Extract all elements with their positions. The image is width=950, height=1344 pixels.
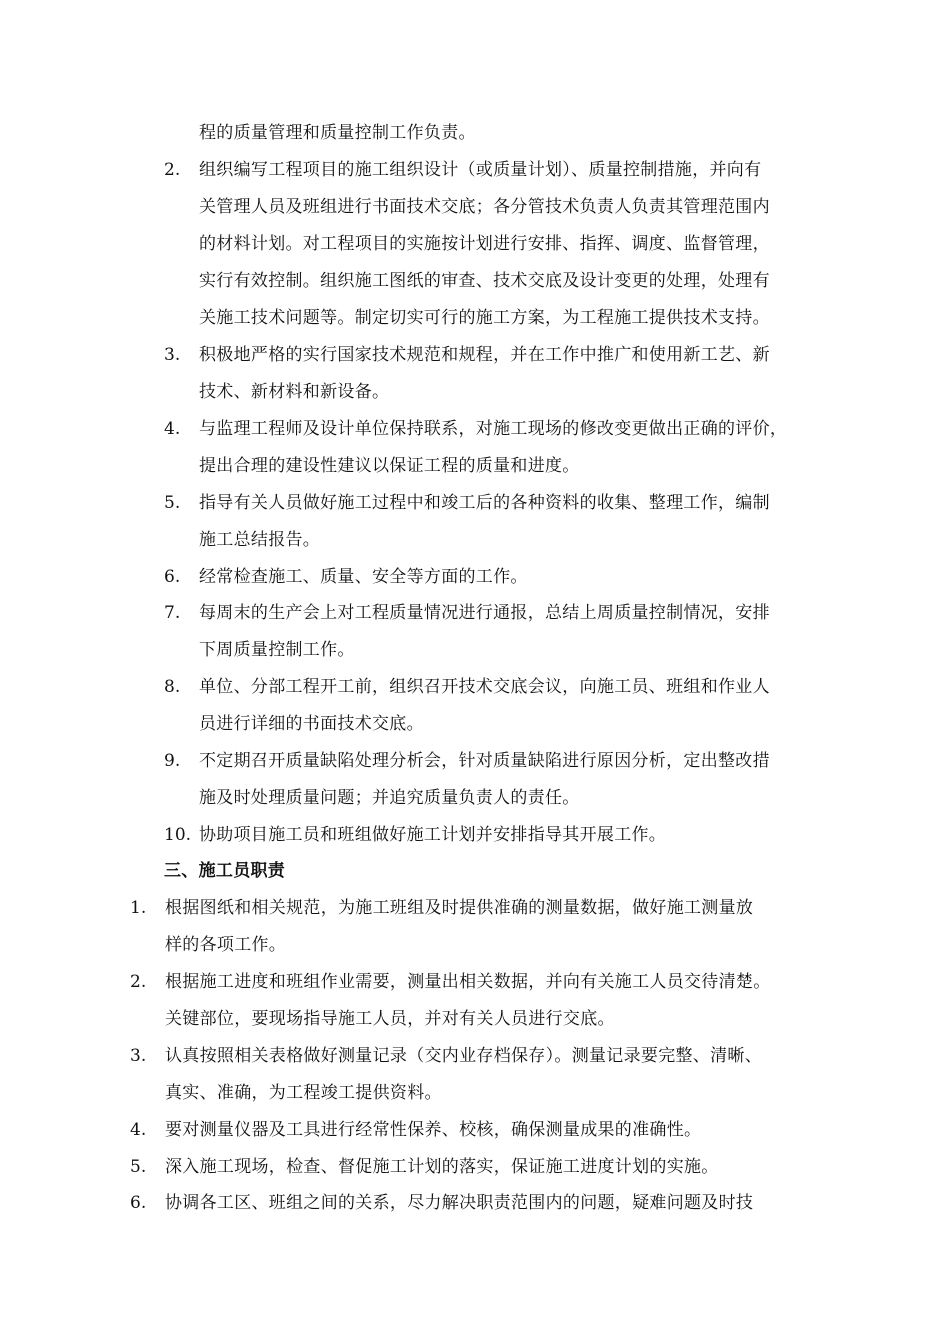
list-item-line: 的材料计划。对工程项目的实施按计划进行安排、指挥、调度、监督管理，	[199, 234, 770, 254]
list-item-line: 根据施工进度和班组作业需要，测量出相关数据，并向有关施工人员交待清楚。	[165, 972, 771, 992]
list-item-number: 6.	[164, 567, 181, 587]
list-item-line: 积极地严格的实行国家技术规范和规程，并在工作中推广和使用新工艺、新	[199, 345, 770, 365]
list-item-line: 关管理人员及班组进行书面技术交底；各分管技术负责人负责其管理范围内	[199, 197, 770, 217]
list-item-number: 3.	[130, 1046, 147, 1066]
list-item-line: 指导有关人员做好施工过程中和竣工后的各种资料的收集、整理工作，编制	[199, 493, 770, 513]
list-item-line: 提出合理的建设性建议以保证工程的质量和进度。	[199, 456, 580, 476]
list-item-line: 组织编写工程项目的施工组织设计（或质量计划）、质量控制措施，并向有	[199, 160, 762, 180]
list-item-line: 员进行详细的书面技术交底。	[199, 714, 424, 734]
list-item-line: 要对测量仪器及工具进行经常性保养、校核，确保测量成果的准确性。	[165, 1120, 702, 1140]
list-item-line: 经常检查施工、质量、安全等方面的工作。	[199, 567, 528, 587]
list-item-line: 真实、准确，为工程竣工提供资料。	[165, 1083, 442, 1103]
list-item-line: 关键部位，要现场指导施工人员，并对有关人员进行交底。	[165, 1009, 615, 1029]
list-item-line: 根据图纸和相关规范，为施工班组及时提供准确的测量数据，做好施工测量放	[165, 898, 754, 918]
list-item-line: 样的各项工作。	[165, 935, 287, 955]
list-item-number: 5.	[164, 493, 181, 513]
list-item-line: 实行有效控制。组织施工图纸的审查、技术交底及设计变更的处理，处理有	[199, 271, 770, 291]
list-item-number: 8.	[164, 677, 181, 697]
list-item-number: 5.	[130, 1157, 147, 1177]
list-item-line: 每周末的生产会上对工程质量情况进行通报，总结上周质量控制情况，安排	[199, 603, 770, 623]
list-item-number: 4.	[164, 419, 181, 439]
list-item-number: 10.	[164, 825, 192, 845]
list-item-number: 2.	[164, 160, 181, 180]
list-item-line: 关施工技术问题等。制定切实可行的施工方案，为工程施工提供技术支持。	[199, 308, 770, 328]
list-item-line: 下周质量控制工作。	[199, 640, 355, 660]
list-item-line: 程的质量管理和质量控制工作负责。	[199, 123, 476, 143]
list-item-number: 7.	[164, 603, 181, 623]
list-item-number: 1.	[130, 898, 147, 918]
list-item-line: 深入施工现场，检查、督促施工计划的落实，保证施工进度计划的实施。	[165, 1157, 719, 1177]
list-item-number: 9.	[164, 751, 181, 771]
list-item-line: 施工总结报告。	[199, 530, 321, 550]
list-item-number: 6.	[130, 1193, 147, 1213]
list-item-number: 3.	[164, 345, 181, 365]
list-item-number: 2.	[130, 972, 147, 992]
section-heading: 三、施工员职责	[164, 861, 286, 881]
list-item-line: 技术、新材料和新设备。	[199, 382, 390, 402]
list-item-number: 4.	[130, 1120, 147, 1140]
list-item-line: 与监理工程师及设计单位保持联系，对施工现场的修改变更做出正确的评价，	[199, 419, 788, 439]
list-item-line: 协助项目施工员和班组做好施工计划并安排指导其开展工作。	[199, 825, 667, 845]
list-item-line: 单位、分部工程开工前，组织召开技术交底会议，向施工员、班组和作业人	[199, 677, 770, 697]
list-item-line: 施及时处理质量问题；并追究质量负责人的责任。	[199, 788, 580, 808]
list-item-line: 不定期召开质量缺陷处理分析会，针对质量缺陷进行原因分析，定出整改措	[199, 751, 770, 771]
list-item-line: 认真按照相关表格做好测量记录（交内业存档保存）。测量记录要完整、清晰、	[165, 1046, 762, 1066]
list-item-line: 协调各工区、班组之间的关系，尽力解决职责范围内的问题，疑难问题及时技	[165, 1193, 754, 1213]
